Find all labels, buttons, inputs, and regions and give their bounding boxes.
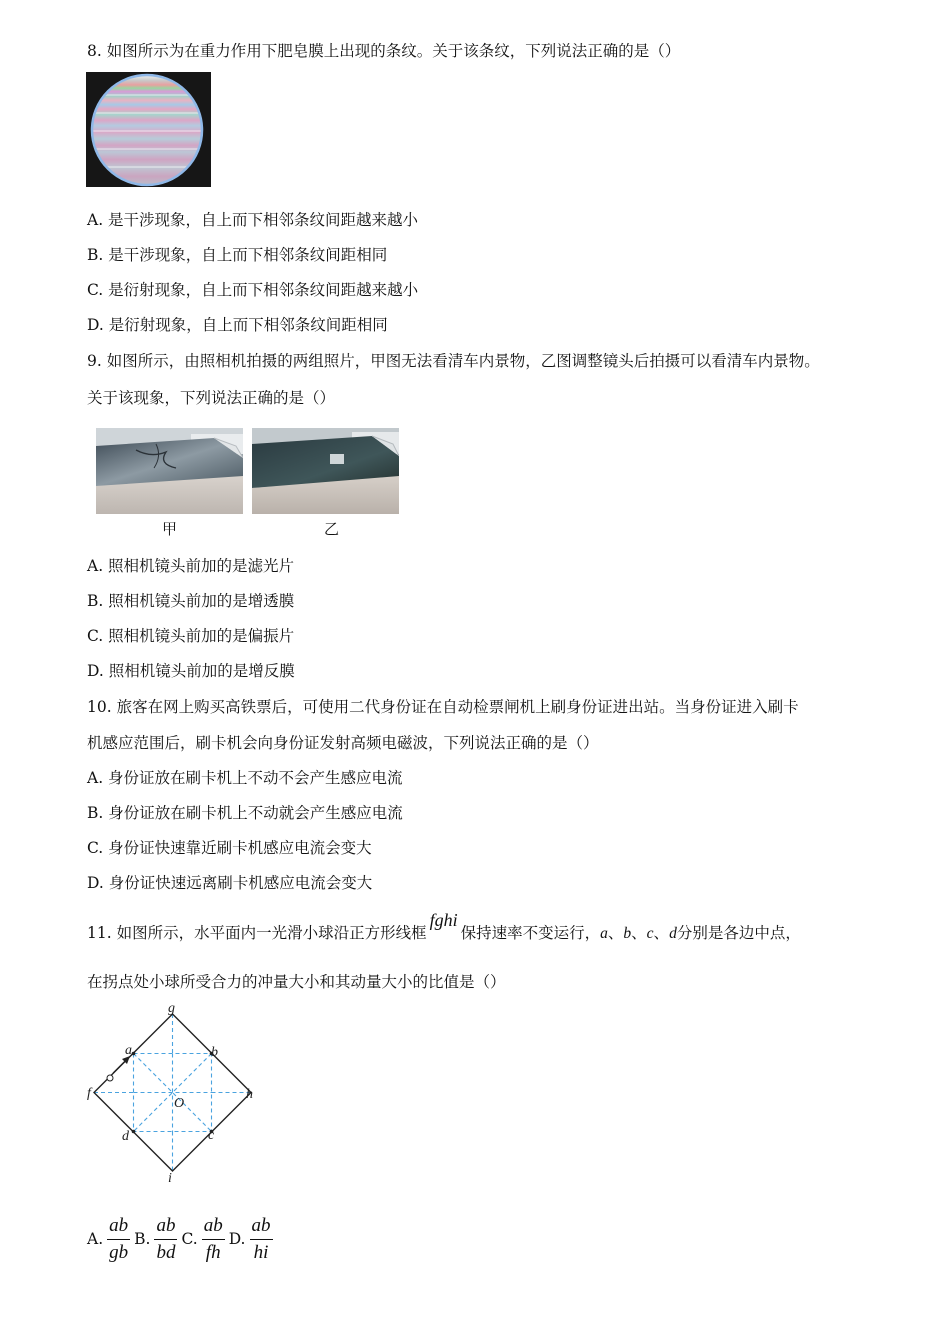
q10-option-a: A. 身份证放在刷卡机上不动不会产生感应电流 — [87, 769, 403, 787]
q11-option-d-fraction: $\frac{ab}{hi}$ — [251, 1214, 271, 1263]
q11-option-a-fraction: $\frac{ab}{gb}$ — [109, 1214, 129, 1263]
q10-option-b: B. 身份证放在刷卡机上不动就会产生感应电流 — [87, 804, 403, 822]
q11-stem-pre: 11. 如图所示，水平面内一光滑小球沿正方形线框 — [87, 924, 427, 942]
car-photo-right — [252, 428, 399, 514]
q8-option-d: D. 是衍射现象，自上而下相邻条纹间距相同 — [87, 316, 388, 334]
q11-stem-post: 分别是各边中点， — [676, 924, 801, 942]
q11-point-c: c — [646, 925, 654, 942]
label-a: a — [125, 1043, 132, 1058]
square-frame-diagram — [80, 1000, 265, 1190]
q11-stem-mid: 保持速率不变运行， — [460, 924, 601, 942]
q10-option-d: D. 身份证快速远离刷卡机感应电流会变大 — [87, 874, 373, 892]
q11-option-b-fraction: $\frac{ab}{bd}$ — [156, 1214, 176, 1263]
q9-option-c: C. 照相机镜头前加的是偏振片 — [87, 627, 295, 645]
q8-stem: 8. 如图所示为在重力作用下肥皂膜上出现的条纹。关于该条纹，下列说法正确的是（） — [87, 42, 681, 60]
label-c: c — [208, 1128, 215, 1143]
label-g: g — [168, 1001, 175, 1016]
label-i: i — [168, 1171, 172, 1186]
q9-option-a: A. 照相机镜头前加的是滤光片 — [87, 557, 295, 575]
q11-stem-line2: 在拐点处小球所受合力的冲量大小和其动量大小的比值是（） — [87, 973, 506, 991]
q11-option-c-label: C. — [181, 1230, 198, 1248]
car-photo-left — [96, 428, 243, 514]
q9-stem-line1: 9. 如图所示，由照相机拍摄的两组照片，甲图无法看清车内景物，乙图调整镜头后拍摄可以看清车内景物。 — [87, 352, 820, 370]
label-d: d — [122, 1129, 129, 1144]
q10-stem-line1: 10. 旅客在网上购买高铁票后，可使用二代身份证在自动检票闸机上刷身份证进出站。当身份证进入刷卡 — [87, 698, 799, 716]
q9-option-d: D. 照相机镜头前加的是增反膜 — [87, 662, 295, 680]
dashed-grid — [94, 1014, 251, 1171]
q10-stem-line2: 机感应范围后，刷卡机会向身份证发射高频电磁波，下列说法正确的是（） — [87, 734, 599, 752]
q11-point-a: a — [600, 925, 608, 942]
q10-option-c: C. 身份证快速靠近刷卡机感应电流会变大 — [87, 839, 372, 857]
q8-option-c: C. 是衍射现象，自上而下相邻条纹间距越来越小 — [87, 281, 419, 299]
q11-sep-1: 、 — [607, 924, 624, 942]
q11-stem-line1 — [87, 910, 801, 944]
ball-icon — [107, 1075, 113, 1081]
q11-frame-name: fghi — [429, 910, 458, 930]
label-b: b — [211, 1045, 218, 1060]
q11-option-b-label: B. — [134, 1230, 151, 1248]
q11-sep-2: 、 — [631, 924, 647, 942]
q9-stem-line2: 关于该现象，下列说法正确的是（） — [87, 389, 336, 407]
q11-point-b: b — [623, 925, 632, 942]
label-O: O — [174, 1096, 185, 1111]
q11-sep-3: 、 — [653, 924, 670, 942]
q9-option-b: B. 照相机镜头前加的是增透膜 — [87, 592, 295, 610]
caption-jia: 甲 — [162, 520, 178, 538]
q11-option-d-label: D. — [228, 1230, 246, 1248]
q8-option-b: B. 是干涉现象，自上而下相邻条纹间距相同 — [87, 246, 388, 264]
label-h: h — [246, 1087, 253, 1102]
q11-option-c-fraction: $\frac{ab}{fh}$ — [203, 1214, 223, 1263]
q11-point-d: d — [669, 925, 677, 942]
caption-yi: 乙 — [324, 520, 340, 538]
soap-film-photo — [86, 72, 211, 187]
q8-option-a: A. 是干涉现象，自上而下相邻条纹间距越来越小 — [87, 211, 419, 229]
q11-options — [87, 1210, 277, 1267]
label-f: f — [87, 1086, 91, 1101]
q11-option-a-label: A. — [87, 1230, 104, 1248]
